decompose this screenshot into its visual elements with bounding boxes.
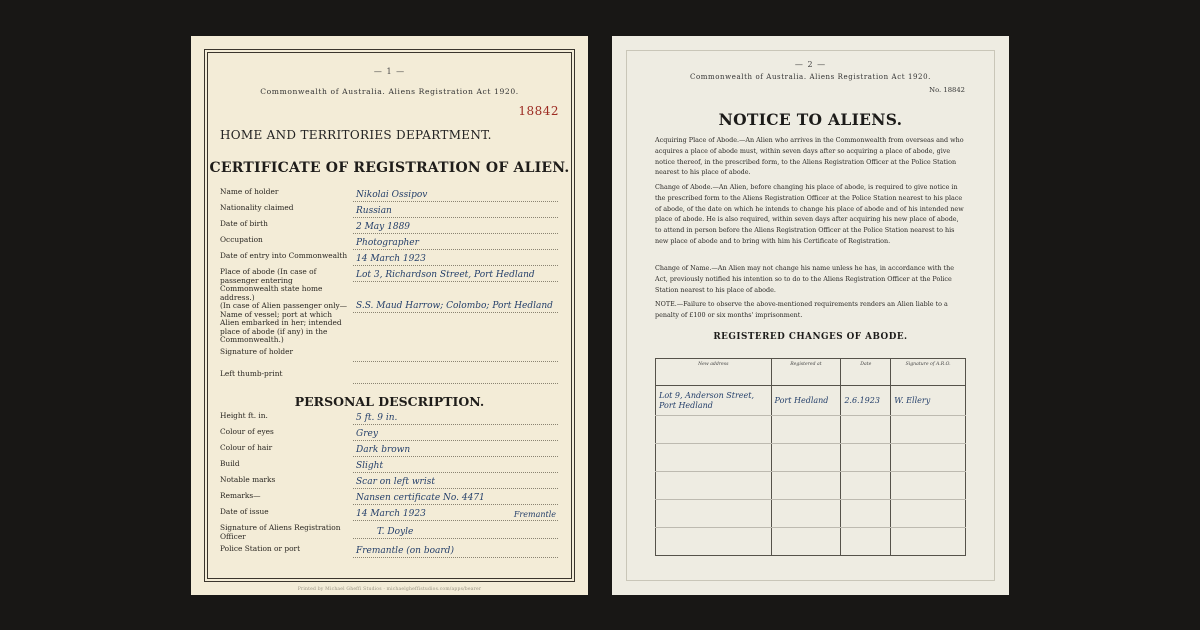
table-cell [656, 472, 772, 500]
field-value-line [353, 221, 558, 234]
table-cell [891, 528, 966, 556]
abode-changes-table [655, 358, 966, 556]
field-label: Notable marks [220, 475, 276, 484]
field-label: Signature of Aliens Registration Officer [220, 523, 341, 541]
registration-number: No. 18842 [929, 86, 965, 94]
field-label: Signature of holder [220, 347, 294, 356]
table-cell [771, 472, 841, 500]
column-header: Date [841, 359, 891, 386]
handwritten-value: Nansen certificate No. 4471 [356, 493, 485, 503]
handwritten-value: Photographer [356, 238, 419, 248]
department-heading: HOME AND TERRITORIES DEPARTMENT. [220, 128, 492, 142]
notice-title: NOTICE TO ALIENS. [718, 110, 903, 129]
handwritten-value: 14 March 1923 [356, 254, 426, 264]
certificate-page [191, 36, 588, 595]
paragraph-note: NOTE.—Failure to observe the above-mentioned requirements renders an Alien liable to a penalty of £100 or six months' imprisonment. [655, 300, 948, 319]
field-label: Date of issue [220, 507, 269, 516]
field-label: Place of abode (In case of passenger entering Commonwealth state home address.) [220, 267, 323, 302]
table-row [656, 500, 966, 528]
field-value-line [353, 428, 558, 441]
field-value-line [353, 526, 558, 539]
field-label: Height ft. in. [220, 411, 268, 420]
field-value-line [353, 545, 558, 558]
handwritten-value: Russian [356, 206, 392, 216]
page-number: — 2 — [794, 60, 827, 69]
field-label: Name of holder [220, 187, 279, 196]
table-cell [771, 444, 841, 472]
table-cell: 2.6.1923 [841, 386, 891, 416]
field-label: Colour of eyes [220, 427, 274, 436]
field-label: Colour of hair [220, 443, 273, 452]
field-label: Left thumb-print [220, 369, 283, 378]
registration-number: 18842 [518, 104, 559, 118]
field-label: Nationality claimed [220, 203, 294, 212]
table-body [656, 386, 966, 556]
table-cell [656, 444, 772, 472]
table-cell [891, 472, 966, 500]
notice-page [612, 36, 1009, 595]
field-value-line [353, 349, 558, 362]
field-label: Occupation [220, 235, 263, 244]
paragraph-change-name: Change of Name.—An Alien may not change his name unless he has, in accordance with the Act, previously notified his intention so to do to the Aliens Registration Officer at the Police Station nearest to his place of abode. [655, 264, 955, 294]
table-cell [656, 528, 772, 556]
field-value-line [353, 189, 558, 202]
printer-footer: Printed by Michael Gheffi Studios · michaelgheffistudios.com/apps/bearer [297, 587, 482, 592]
handwritten-value: Scar on left wrist [356, 477, 435, 487]
field-value-line [353, 300, 558, 313]
field-label: Build [220, 459, 240, 468]
handwritten-value: Slight [356, 461, 384, 471]
table-cell [891, 500, 966, 528]
table-cell: W. Ellery [891, 386, 966, 416]
field-value-line [353, 412, 558, 425]
field-label: Remarks— [220, 491, 261, 500]
table-row [656, 528, 966, 556]
field-value-line [353, 269, 558, 282]
table-row [656, 386, 966, 416]
table-cell [771, 528, 841, 556]
table-cell [656, 500, 772, 528]
column-header: New address [656, 359, 772, 386]
field-value-line [353, 371, 558, 384]
field-value-line [353, 237, 558, 250]
table-cell: Lot 9, Anderson Street, Port Hedland [656, 386, 772, 416]
handwritten-value: Dark brown [356, 445, 411, 455]
registered-changes-title: REGISTERED CHANGES OF ABODE. [713, 332, 908, 342]
field-value-line [353, 444, 558, 457]
handwritten-value: 5 ft. 9 in. [356, 413, 398, 423]
table-cell [771, 416, 841, 444]
handwritten-value: 14 March 1923 [356, 509, 426, 519]
field-value-line [353, 508, 558, 521]
table-cell [891, 444, 966, 472]
table-row [656, 416, 966, 444]
field-label: Police Station or port [220, 544, 301, 553]
field-label: Date of entry into Commonwealth [220, 251, 348, 260]
handwritten-value: Fremantle (on board) [356, 546, 454, 556]
handwritten-value: S.S. Maud Harrow; Colombo; Port Hedland [356, 301, 553, 311]
handwritten-value: 2 May 1889 [356, 222, 411, 232]
column-header: Registered at [771, 359, 841, 386]
field-value-line [353, 205, 558, 218]
table-cell [841, 472, 891, 500]
paragraph-abode: Acquiring Place of Abode.—An Alien who arrives in the Commonwealth from overseas and who acquires a place of abode must, within seven days after so acquiring a place of abode, give notice thereof, in the prescribed form, to the Aliens Registration Officer at the Police Station nearest to his place of abode. [655, 136, 964, 177]
page-number: — 1 — [373, 67, 406, 76]
act-heading: Commonwealth of Australia. Aliens Registration Act 1920. [260, 87, 519, 96]
field-label: (In case of Alien passenger only—Name of vessel; port at which Alien embarked in her; intended place of abode (if any) in the Commonwealth.) [220, 301, 348, 345]
field-label: Date of birth [220, 219, 268, 228]
column-header: Signature of A.R.O. [891, 359, 966, 386]
handwritten-value: Lot 3, Richardson Street, Port Hedland [356, 270, 535, 280]
certificate-title: CERTIFICATE OF REGISTRATION OF ALIEN. [209, 160, 570, 176]
act-heading: Commonwealth of Australia. Aliens Registration Act 1920. [690, 73, 931, 81]
officer-signature: T. Doyle [377, 527, 414, 537]
table-cell [656, 416, 772, 444]
table-cell [841, 528, 891, 556]
table-cell: Port Hedland [771, 386, 841, 416]
handwritten-value: Nikolai Ossipov [356, 190, 428, 200]
handwritten-value: Grey [356, 429, 378, 439]
field-value-line [353, 253, 558, 266]
field-value-line [353, 460, 558, 473]
table-row [656, 472, 966, 500]
table-cell [891, 416, 966, 444]
personal-description-title: PERSONAL DESCRIPTION. [294, 394, 485, 409]
field-value-line [353, 492, 558, 505]
table-cell [841, 500, 891, 528]
table-cell [841, 444, 891, 472]
table-cell [841, 416, 891, 444]
paragraph-change-abode: Change of Abode.—An Alien, before changing his place of abode, is required to give notice in the prescribed form to the Aliens Registration Officer at the Police Station nearest to his place of abode, of the date on which he intends to change his place of abode and of his intended new place of abode. He is also required, within seven days after acquiring his new place of abode, to attend in person before the Aliens Registration Officer at the Police Station nearest to his new place of abode and to bring with him his Certificate of Registration. [655, 183, 964, 245]
field-value-line [353, 476, 558, 489]
issue-place: Fremantle [513, 510, 556, 519]
table-row [656, 444, 966, 472]
table-cell [771, 500, 841, 528]
